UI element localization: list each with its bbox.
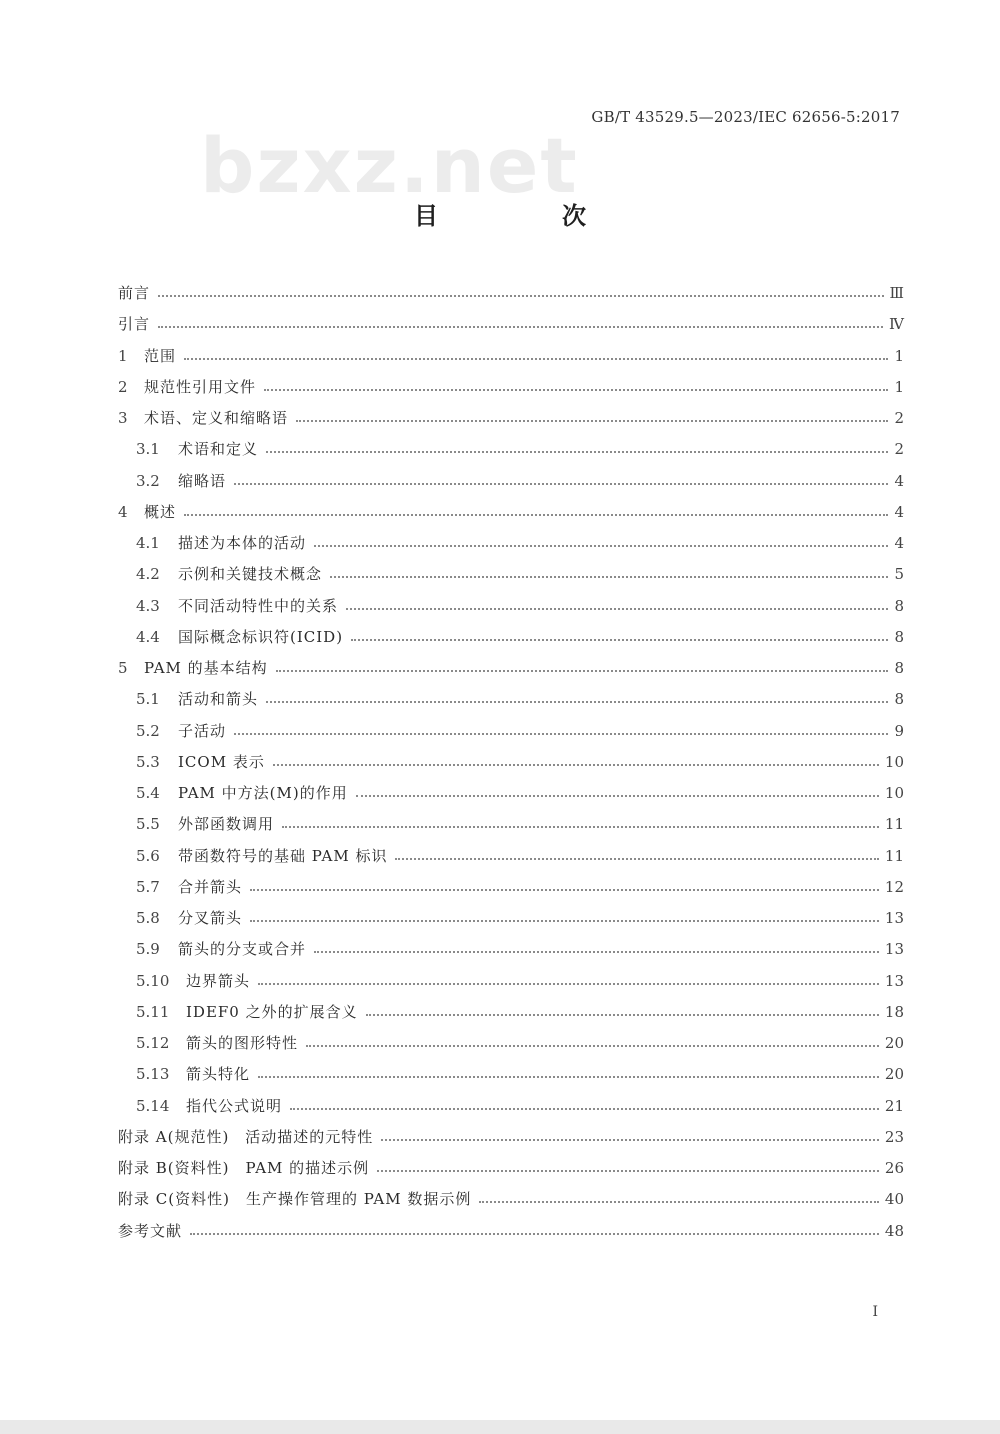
toc-entry-number: 5.8 [136,909,160,927]
toc-entry-number: 5.4 [136,784,160,802]
toc-entry[interactable] [118,747,904,778]
toc-entry[interactable] [118,716,904,747]
toc-entry-page: 11 [884,815,904,834]
toc-entry-label: 边界箭头 [186,971,251,990]
toc-leader-dots [266,450,888,453]
toc-entry-page: 8 [894,690,904,709]
toc-entry-label: 附录 C(资料性) 生产操作管理的 PAM 数据示例 [118,1190,472,1209]
toc-entry-page: Ⅳ [889,315,904,334]
page-number: I [872,1304,878,1320]
toc-entry[interactable] [118,1153,904,1184]
toc-entry-number: 2 [118,377,128,396]
toc-entry-number: 4.1 [136,534,160,552]
toc-entry-label: 子活动 [178,721,227,740]
toc-entry[interactable] [118,403,904,434]
toc-entry-page: 40 [884,1190,904,1209]
toc-entry-page: 13 [884,909,904,927]
toc-leader-dots [346,607,888,610]
viewer-bottom-strip [0,1420,1000,1434]
toc-entry-label: 附录 B(资料性) PAM 的描述示例 [118,1159,370,1177]
toc-entry-label: 缩略语 [178,471,227,490]
toc-leader-dots [377,1169,879,1172]
toc-entry-number: 5.14 [136,1096,170,1115]
toc-entry-label: 箭头的分支或合并 [178,940,307,959]
toc-entry-number: 5.6 [136,846,160,865]
toc-entry-page: 1 [894,377,904,396]
toc-entry-number: 5.12 [136,1034,170,1052]
toc-entry-label: 规范性引用文件 [144,377,257,396]
toc-leader-dots [276,669,888,672]
toc-entry-number: 1 [118,346,128,365]
toc-entry-number: 5.9 [136,940,160,959]
toc-leader-dots [366,1013,879,1016]
toc-entry[interactable] [118,903,904,934]
toc-entry-page: 2 [894,440,904,459]
toc-entry-page: 9 [894,721,904,740]
toc-entry-page: 2 [894,409,904,427]
toc-entry[interactable] [118,934,904,965]
toc-leader-dots [258,1075,879,1078]
toc-entry-label: 术语和定义 [178,440,259,459]
toc-leader-dots [234,732,888,735]
toc-entry[interactable] [118,684,904,715]
toc-entry-label: 合并箭头 [178,877,243,896]
toc-entry[interactable] [118,559,904,590]
toc-entry[interactable] [118,1122,904,1153]
toc-entry-number: 4.4 [136,627,160,646]
toc-entry-number: 5 [118,659,128,677]
toc-entry-label: 分叉箭头 [178,909,243,927]
toc-entry-page: 1 [894,346,904,365]
toc-entry-label: 带函数符号的基础 PAM 标识 [178,846,388,865]
toc-entry-page: 10 [884,784,904,802]
toc-entry[interactable] [118,1091,904,1122]
toc-leader-dots [330,575,888,578]
toc-entry-label: 参考文献 [118,1221,183,1240]
toc-entry-page: 21 [884,1096,904,1115]
toc-leader-dots [306,1044,879,1047]
toc-entry[interactable] [118,341,904,372]
toc-entry-label: 箭头特化 [186,1065,251,1084]
toc-entry-page: Ⅲ [889,284,904,302]
toc-leader-dots [264,388,888,391]
toc-leader-dots [258,982,879,985]
toc-entry-page: 20 [884,1034,904,1052]
toc-entry[interactable] [118,591,904,622]
toc-leader-dots [296,419,888,422]
toc-entry-label: 外部函数调用 [178,815,275,834]
toc-entry[interactable] [118,872,904,903]
toc-entry[interactable] [118,309,904,340]
toc-entry-label: 箭头的图形特性 [186,1034,299,1052]
toc-leader-dots [479,1200,879,1203]
toc-leader-dots [314,544,888,547]
toc-leader-dots [290,1107,879,1110]
toc-entry-number: 3.2 [136,471,160,490]
toc-entry-label: ICOM 表示 [178,752,265,771]
toc-entry[interactable] [118,1184,904,1215]
table-of-contents [118,278,904,1247]
toc-entry-page: 26 [884,1159,904,1177]
toc-entry[interactable] [118,653,904,684]
toc-leader-dots [190,1232,879,1235]
toc-entry-number: 5.13 [136,1065,170,1084]
toc-entry-number: 4.3 [136,596,160,615]
toc-entry-label: 不同活动特性中的关系 [178,596,339,615]
toc-entry-label: 示例和关键技术概念 [178,565,323,584]
toc-entry[interactable] [118,372,904,403]
toc-leader-dots [314,950,879,953]
toc-entry-number: 4.2 [136,565,160,584]
toc-entry-number: 5.2 [136,721,160,740]
standard-code: GB/T 43529.5—2023/IEC 62656-5:2017 [591,108,900,126]
toc-entry-label: PAM 的基本结构 [144,659,268,677]
toc-leader-dots [250,888,879,891]
toc-entry[interactable] [118,809,904,840]
toc-leader-dots [234,482,888,485]
toc-entry-page: 13 [884,971,904,990]
toc-entry-label: 范围 [144,346,177,365]
toc-entry-page: 10 [884,752,904,771]
toc-entry-page: 20 [884,1065,904,1084]
toc-entry-page: 12 [884,877,904,896]
toc-leader-dots [351,638,888,641]
toc-entry[interactable] [118,622,904,653]
toc-entry-page: 11 [884,846,904,865]
toc-entry-number: 5.1 [136,690,160,709]
toc-entry-number: 3.1 [136,440,160,459]
toc-entry-page: 13 [884,940,904,959]
watermark-text: bzxz.net [200,121,579,210]
page-title: 目 次 [414,202,636,230]
toc-entry[interactable] [118,466,904,497]
toc-entry-number: 5.10 [136,971,170,990]
toc-entry-number: 5.7 [136,877,160,896]
toc-leader-dots [381,1138,879,1141]
toc-entry-label: 前言 [118,284,151,302]
toc-entry-page: 8 [894,627,904,646]
toc-leader-dots [282,825,879,828]
toc-leader-dots [395,857,878,860]
toc-entry[interactable] [118,1216,904,1247]
toc-entry[interactable] [118,434,904,465]
toc-entry-label: IDEF0 之外的扩展含义 [186,1002,358,1021]
toc-entry-number: 5.3 [136,752,160,771]
toc-leader-dots [184,357,888,360]
toc-entry-number: 5.5 [136,815,160,834]
toc-entry[interactable] [118,841,904,872]
toc-entry[interactable] [118,497,904,528]
toc-leader-dots [158,325,883,328]
toc-leader-dots [158,294,884,297]
toc-entry-label: 指代公式说明 [186,1096,283,1115]
toc-entry-number: 4 [118,502,128,521]
toc-entry-label: 术语、定义和缩略语 [144,409,289,427]
toc-leader-dots [250,919,879,922]
toc-entry-page: 8 [894,659,904,677]
toc-entry[interactable] [118,1028,904,1059]
toc-entry-page: 4 [894,502,904,521]
toc-entry-label: PAM 中方法(M)的作用 [178,784,348,802]
toc-entry[interactable] [118,778,904,809]
toc-entry-page: 23 [884,1127,904,1146]
toc-entry-page: 18 [884,1002,904,1021]
toc-entry-label: 描述为本体的活动 [178,534,307,552]
toc-entry[interactable] [118,997,904,1028]
toc-entry-page: 5 [894,565,904,584]
toc-entry-page: 8 [894,596,904,615]
toc-leader-dots [266,700,888,703]
toc-entry-number: 5.11 [136,1002,170,1021]
toc-entry-label: 活动和箭头 [178,690,259,709]
toc-entry-label: 概述 [144,502,177,521]
toc-entry[interactable] [118,966,904,997]
toc-leader-dots [356,794,879,797]
toc-entry-number: 3 [118,409,128,427]
toc-entry[interactable] [118,1059,904,1090]
toc-leader-dots [273,763,879,766]
toc-entry[interactable] [118,278,904,309]
toc-entry-label: 附录 A(规范性) 活动描述的元特性 [118,1127,374,1146]
toc-leader-dots [184,513,888,516]
toc-entry-label: 国际概念标识符(ICID) [178,627,344,646]
toc-entry-page: 4 [894,534,904,552]
toc-entry[interactable] [118,528,904,559]
toc-entry-label: 引言 [118,315,151,334]
toc-entry-page: 4 [894,471,904,490]
toc-entry-page: 48 [884,1221,904,1240]
